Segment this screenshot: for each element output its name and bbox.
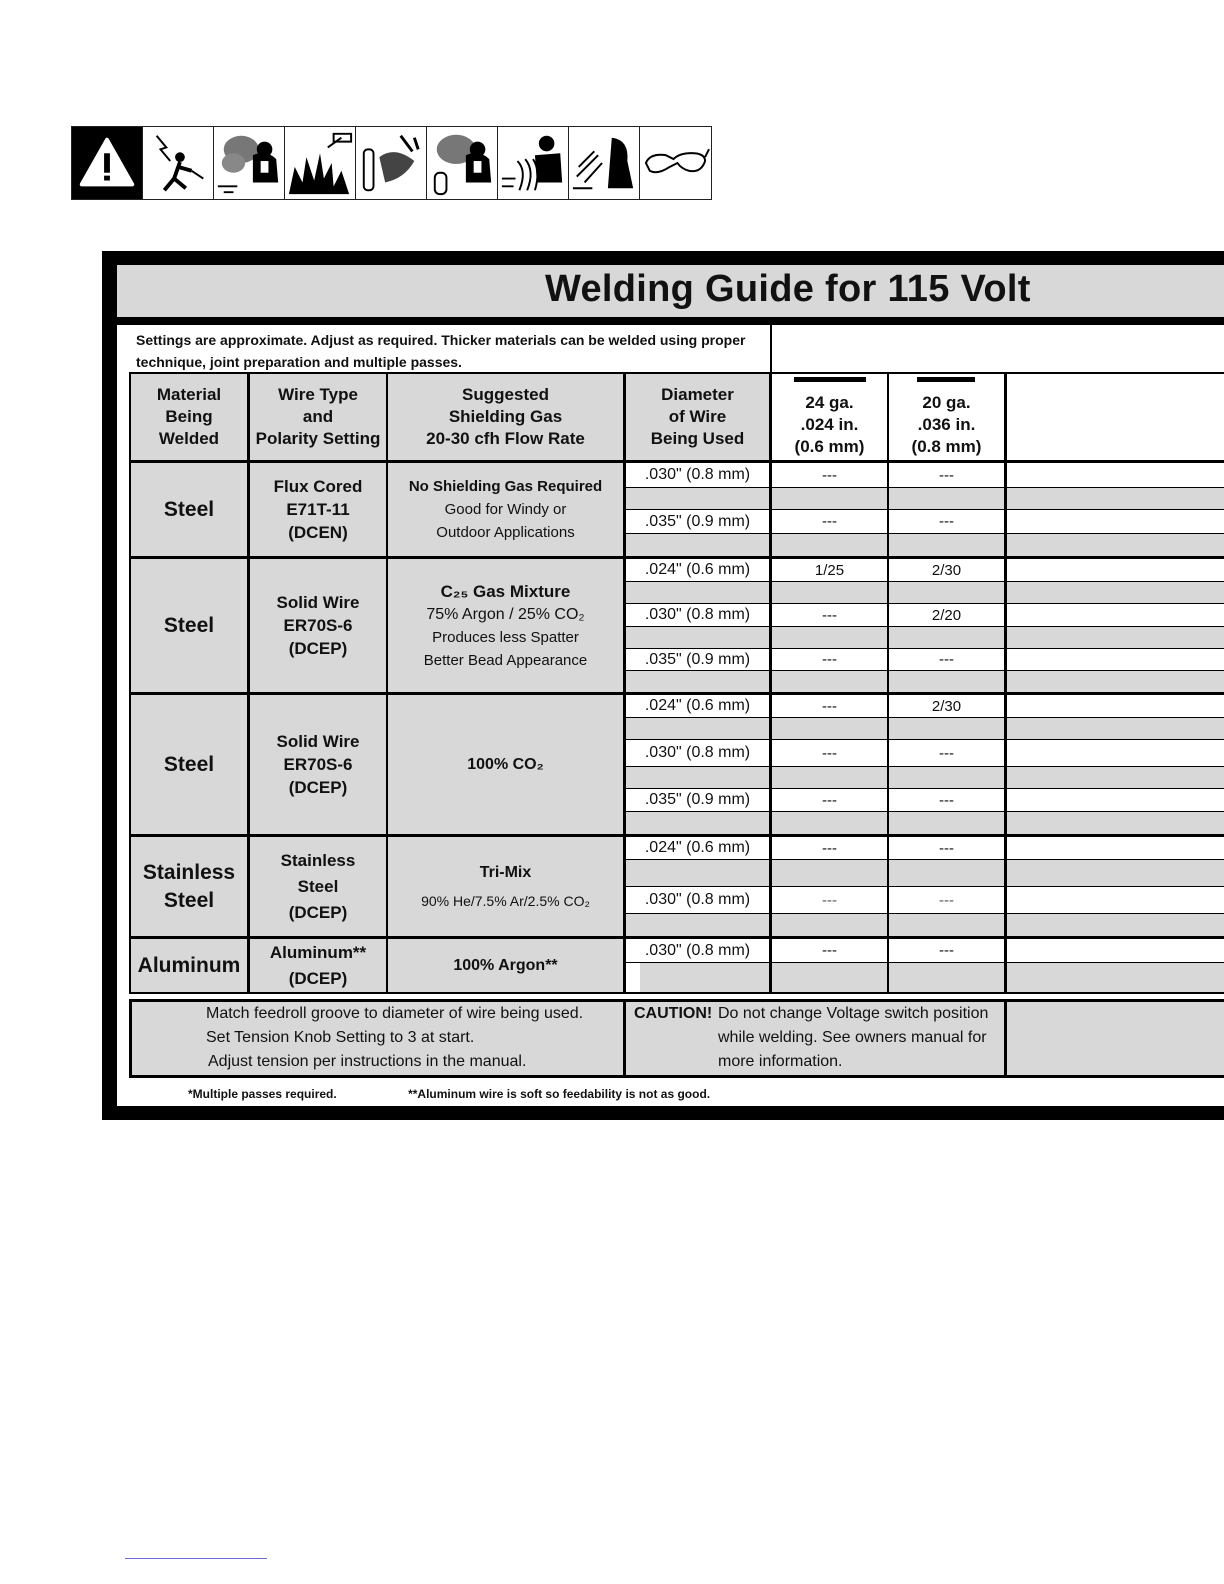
diameter-cell: .024" (0.6 mm) [626, 695, 769, 717]
empty-footer-cell [1007, 1002, 1224, 1075]
wire-line: Steel [297, 876, 339, 896]
header-24-gauge [772, 374, 887, 460]
gas-cell [388, 837, 623, 936]
setting-cell: --- [772, 463, 887, 487]
spacer-cell [1007, 488, 1224, 509]
spacer-cell [626, 812, 769, 834]
setting-cell: --- [772, 837, 887, 859]
setting-cell: --- [889, 837, 1004, 859]
spacer-cell [626, 627, 769, 648]
title-bar [117, 265, 1224, 325]
header-line: 24 ga. [805, 392, 854, 412]
setting-cell [1007, 939, 1224, 962]
wire-cell [250, 939, 386, 992]
header-line: Shielding Gas [448, 407, 563, 426]
header-line: Material [156, 385, 222, 404]
diameter-cell: .024" (0.6 mm) [626, 837, 769, 859]
header-20-gauge [889, 374, 1004, 460]
setting-cell: --- [772, 740, 887, 766]
header-line: 20 ga. [922, 392, 971, 412]
gas-line: 75% Argon / 25% CO₂ [426, 605, 585, 623]
footnotes [188, 1087, 778, 1101]
wire-line: (DCEP) [288, 639, 348, 658]
spacer-cell [772, 627, 887, 648]
diameter-cell: .035" (0.9 mm) [626, 649, 769, 670]
safety-glasses-icon [640, 127, 711, 199]
gas-line: Good for Windy or [444, 501, 567, 518]
spacer-cell [889, 671, 1004, 692]
safety-icon-strip [71, 126, 712, 200]
spacer-cell [772, 534, 887, 556]
setting-cell: 1/25 [772, 559, 887, 581]
spacer-cell [772, 812, 887, 834]
header-line: Being Used [650, 429, 745, 448]
spacer-cell [1007, 671, 1224, 692]
diameter-cell: .030" (0.8 mm) [626, 740, 769, 766]
wire-line: (DCEP) [288, 902, 348, 922]
setting-cell: --- [889, 887, 1004, 913]
material-cell [131, 837, 247, 936]
spacer-cell [626, 534, 769, 556]
gas-fumes-icon [427, 127, 498, 199]
spacer-cell [772, 860, 887, 886]
spacer-cell [1007, 767, 1224, 788]
gas-line: No Shielding Gas Required [408, 478, 603, 495]
header-empty [1007, 374, 1224, 460]
gas-cell: 100% Argon** [388, 939, 623, 992]
gas-line: Outdoor Applications [436, 524, 575, 541]
wire-line: (DCEN) [288, 523, 348, 542]
header-line: Welded [158, 429, 220, 448]
caution-line: Do not change Voltage switch position [718, 1005, 989, 1022]
spacer-cell [626, 718, 769, 739]
spacer-cell [626, 860, 769, 886]
spacer-cell [772, 914, 887, 936]
header-line: Being [165, 407, 213, 426]
wire-line: E71T-11 [286, 500, 350, 519]
spacer-cell [626, 582, 769, 603]
material-cell: Steel [131, 695, 247, 834]
header-line: Polarity Setting [255, 429, 381, 448]
wire-line: Stainless [280, 850, 356, 870]
gas-line: Tri-Mix [479, 863, 532, 881]
instruction-line: Set Tension Knob Setting to 3 at start. [206, 1029, 475, 1046]
header-line: Suggested [462, 385, 549, 404]
wire-line: ER70S-6 [283, 755, 353, 774]
spacer-cell [889, 767, 1004, 788]
spacer-cell [1007, 534, 1224, 556]
divider [770, 325, 772, 373]
welding-guide-panel [102, 251, 1224, 1120]
setting-cell: --- [772, 695, 887, 717]
gas-cell [388, 559, 623, 692]
spacer-cell [889, 718, 1004, 739]
spacer-cell [772, 488, 887, 509]
wire-line: Solid Wire [276, 593, 360, 612]
settings-table [129, 372, 1224, 994]
setting-cell: --- [772, 789, 887, 811]
setting-cell: --- [772, 649, 887, 670]
wire-line: (DCEP) [288, 778, 348, 797]
setting-cell [1007, 463, 1224, 487]
spacer-cell [889, 914, 1004, 936]
spacer-cell [1007, 627, 1224, 648]
header-line: and [302, 407, 334, 426]
footnote-separator [125, 1558, 267, 1559]
setting-cell: --- [772, 887, 887, 913]
feedroll-instructions [132, 1002, 623, 1075]
wire-cell [250, 695, 386, 834]
thickness-bar [917, 377, 975, 382]
header-line: 20-30 cfh Flow Rate [426, 429, 585, 448]
arc-rays-icon [569, 127, 640, 199]
header-diameter [626, 374, 769, 460]
setting-cell: --- [889, 789, 1004, 811]
setting-cell: --- [772, 939, 887, 962]
spacer-cell [626, 488, 769, 509]
diameter-cell: .030" (0.8 mm) [626, 604, 769, 626]
setting-cell: --- [889, 740, 1004, 766]
gas-line: 90% He/7.5% Ar/2.5% CO₂ [421, 892, 590, 909]
spacer-cell [1007, 963, 1224, 992]
spacer-cell [1007, 812, 1224, 834]
spacer-cell [889, 812, 1004, 834]
setting-cell: 2/30 [889, 559, 1004, 581]
spacer-cell [889, 488, 1004, 509]
spacer-cell [772, 671, 887, 692]
setting-cell [1007, 695, 1224, 717]
spacer-cell [1007, 914, 1224, 936]
fire-explosion-icon [285, 127, 356, 199]
material-cell: Aluminum [131, 939, 247, 992]
diameter-cell: .030" (0.8 mm) [626, 939, 769, 962]
header-wire [250, 374, 386, 460]
setting-cell: --- [889, 649, 1004, 670]
setting-cell [1007, 559, 1224, 581]
wire-line: Flux Cored [273, 477, 363, 496]
header-line: Diameter [661, 385, 734, 404]
header-line: of Wire [668, 407, 727, 426]
page-title: Welding Guide for 115 Volt [545, 268, 1031, 310]
setting-cell: --- [889, 510, 1004, 533]
wire-line: Solid Wire [276, 732, 360, 751]
setting-cell: 2/30 [889, 695, 1004, 717]
electric-shock-icon [143, 127, 214, 199]
gas-cell [388, 463, 623, 556]
header-line: (0.6 mm) [794, 436, 865, 456]
diameter-cell: .030" (0.8 mm) [626, 887, 769, 913]
spacer-cell [626, 767, 769, 788]
spacer-cell [1007, 718, 1224, 739]
diameter-cell: .024" (0.6 mm) [626, 559, 769, 581]
header-material [131, 374, 247, 460]
spacer-cell [889, 860, 1004, 886]
spacer-cell [1007, 860, 1224, 886]
setting-cell [1007, 510, 1224, 533]
spacer-cell [772, 767, 887, 788]
header-line: .036 in. [917, 414, 976, 434]
wire-cell [250, 559, 386, 692]
instruction-line: Match feedroll groove to diameter of wire being used. [206, 1005, 584, 1022]
setting-cell: --- [889, 939, 1004, 962]
setting-cell: --- [772, 510, 887, 533]
caution-line: more information. [718, 1053, 843, 1070]
gas-cell: 100% CO₂ [388, 695, 623, 834]
setting-cell [1007, 837, 1224, 859]
setting-cell [1007, 789, 1224, 811]
thickness-bar [794, 377, 866, 382]
setting-cell: --- [889, 463, 1004, 487]
wire-line: (DCEP) [288, 968, 348, 988]
header-gas [388, 374, 623, 460]
setting-cell [1007, 649, 1224, 670]
footnote: *Multiple passes required. [188, 1087, 337, 1101]
diameter-cell: .030" (0.8 mm) [626, 463, 769, 487]
hot-parts-icon [498, 127, 569, 199]
caution-line: while welding. See owners manual for [718, 1029, 987, 1046]
diameter-cell: .035" (0.9 mm) [626, 510, 769, 533]
spacer-cell [889, 534, 1004, 556]
settings-note: Settings are approximate. Adjust as required. Thicker materials can be welded using proper technique, joint preparation and multiple passes. [136, 332, 746, 370]
instructions-box [129, 999, 1224, 1078]
fumes-icon [214, 127, 285, 199]
setting-cell: --- [772, 604, 887, 626]
footnote: **Aluminum wire is soft so feedability is not as good. [408, 1087, 711, 1101]
material-line: Stainless [142, 860, 236, 884]
spacer-cell [772, 718, 887, 739]
setting-cell [1007, 604, 1224, 626]
instruction-line: Adjust tension per instructions in the manual. [208, 1053, 527, 1070]
material-cell: Steel [131, 559, 247, 692]
wire-cell [250, 463, 386, 556]
gas-line: Produces less Spatter [432, 628, 579, 646]
setting-cell: 2/20 [889, 604, 1004, 626]
caution-box [626, 1002, 1004, 1075]
wire-cell [250, 837, 386, 936]
gas-line: Better Bead Appearance [423, 651, 588, 669]
setting-cell [1007, 740, 1224, 766]
material-line: Steel [163, 888, 215, 912]
spacer-cell [626, 914, 769, 936]
spacer-cell [889, 963, 1004, 992]
setting-cell [1007, 887, 1224, 913]
spacer-cell [772, 582, 887, 603]
header-line: (0.8 mm) [911, 436, 982, 456]
header-line: Wire Type [278, 385, 358, 404]
caution-label: CAUTION! [634, 1005, 713, 1022]
wire-line: ER70S-6 [283, 616, 353, 635]
diameter-cell: .035" (0.9 mm) [626, 789, 769, 811]
spacer-cell [889, 582, 1004, 603]
gas-line: C₂₅ Gas Mixture [440, 581, 571, 601]
warning-icon [72, 127, 143, 199]
spacer-cell [772, 963, 887, 992]
material-cell: Steel [131, 463, 247, 556]
spacer-cell [889, 627, 1004, 648]
header-line: .024 in. [800, 414, 859, 434]
spacer-cell [626, 963, 769, 992]
wire-line: Aluminum** [269, 942, 367, 962]
cylinder-spark-icon [356, 127, 427, 199]
spacer-cell [1007, 582, 1224, 603]
spacer-cell [626, 671, 769, 692]
